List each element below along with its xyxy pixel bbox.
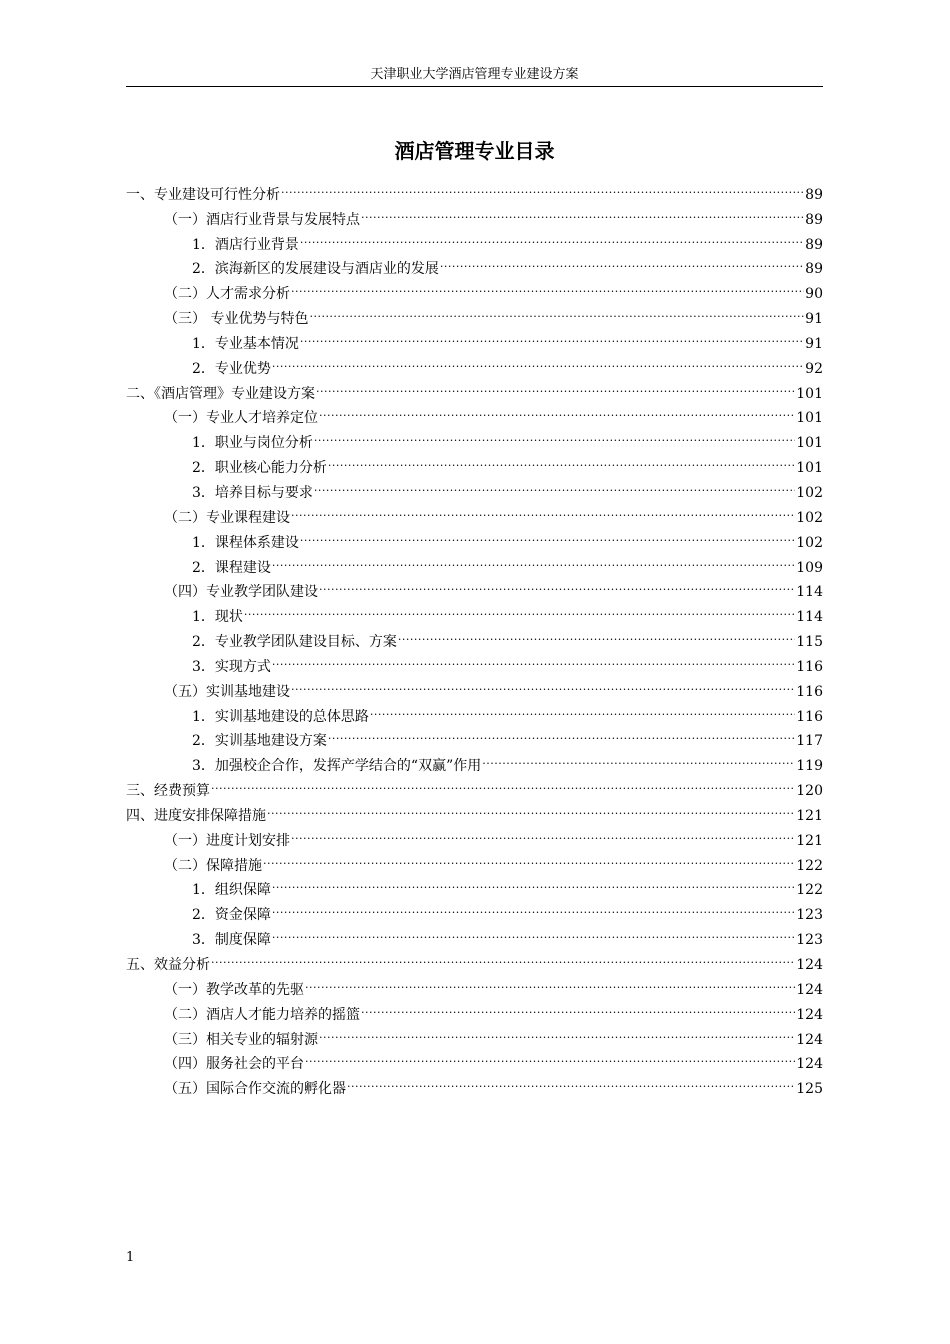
toc-entry-page: 124 xyxy=(796,1056,823,1073)
toc-entry-text: 三、经费预算 xyxy=(126,783,210,800)
toc-entry-page: 91 xyxy=(805,335,823,352)
toc-entry-page: 124 xyxy=(796,957,823,973)
toc-entry-text: （一）酒店行业背景与发展特点 xyxy=(164,211,360,228)
toc-entry-page: 124 xyxy=(796,1006,823,1023)
toc-entry-page: 114 xyxy=(796,609,823,626)
toc-entry-page: 89 xyxy=(805,186,823,203)
toc-dot-leader xyxy=(370,696,795,721)
toc-dot-leader xyxy=(281,174,804,199)
toc-entry[interactable] xyxy=(126,944,823,973)
toc-dot-leader xyxy=(211,944,795,969)
toc-entry-page: 91 xyxy=(805,311,823,328)
toc-entry-page: 124 xyxy=(796,981,823,998)
toc-entry[interactable] xyxy=(126,770,823,800)
toc-dot-leader xyxy=(272,646,795,671)
toc-entry-text: （五）国际合作交流的孵化器 xyxy=(164,1081,346,1098)
toc-entry-text: （一）教学改革的先驱 xyxy=(164,981,304,998)
toc-entry-page: 90 xyxy=(805,286,823,303)
toc-entry[interactable] xyxy=(126,969,823,998)
toc-entry-text: 2．职业核心能力分析 xyxy=(192,460,327,477)
toc-dot-leader xyxy=(291,671,795,696)
toc-dot-leader xyxy=(305,969,795,994)
toc-dot-leader xyxy=(300,224,804,249)
toc-entry-text: 2．专业教学团队建设目标、方案 xyxy=(192,634,397,651)
toc-entry-text: （二）酒店人才能力培养的摇篮 xyxy=(164,1006,360,1023)
toc-dot-leader xyxy=(272,894,795,919)
toc-dot-leader xyxy=(316,373,795,398)
toc-dot-leader xyxy=(291,273,804,298)
toc-entry-page: 101 xyxy=(796,410,823,427)
toc-entry-page: 122 xyxy=(796,882,823,899)
toc-entry-page: 114 xyxy=(796,584,823,601)
toc-dot-leader xyxy=(361,199,804,224)
toc-entry[interactable] xyxy=(126,795,823,824)
toc-dot-leader xyxy=(440,249,804,274)
toc-entry-text: （一）专业人才培养定位 xyxy=(164,410,318,427)
toc-entry-text: （一）进度计划安排 xyxy=(164,832,290,849)
toc-dot-leader xyxy=(309,298,804,323)
toc-dot-leader xyxy=(267,795,795,820)
toc-entry-page: 89 xyxy=(805,261,823,278)
toc-entry-text: （三） 专业优势与特色 xyxy=(164,311,309,328)
toc-entry-text: 2．实训基地建设方案 xyxy=(192,733,327,750)
toc-entry-page: 102 xyxy=(796,509,823,526)
toc-entry-text: （三）相关专业的辐射源 xyxy=(164,1031,318,1048)
toc-entry-text: 3．实现方式 xyxy=(192,658,271,675)
toc-entry-page: 122 xyxy=(796,857,823,874)
toc-dot-leader xyxy=(272,919,795,944)
toc-entry-page: 102 xyxy=(796,484,823,501)
toc-dot-leader xyxy=(291,497,795,522)
toc-entry-page: 123 xyxy=(796,932,823,949)
toc-entry-page: 116 xyxy=(796,658,823,675)
toc-dot-leader xyxy=(244,596,795,621)
page-header: 天津职业大学酒店管理专业建设方案 xyxy=(370,67,579,82)
toc-entry-text: 3．制度保障 xyxy=(192,932,271,949)
toc-dot-leader xyxy=(347,1068,795,1093)
toc-entry-text: 四、进度安排保障措施 xyxy=(126,807,266,824)
toc-entry-text: 1．现状 xyxy=(192,609,243,626)
toc-dot-leader xyxy=(482,745,795,770)
toc-title: 酒店管理专业目录 xyxy=(394,139,555,163)
toc-entry-page: 92 xyxy=(805,360,823,377)
toc-entry-text: （四）专业教学团队建设 xyxy=(164,584,318,601)
toc-entry-text: （五）实训基地建设 xyxy=(164,683,290,700)
toc-entry-text: 3．培养目标与要求 xyxy=(192,484,313,501)
toc-entry-page: 123 xyxy=(796,907,823,924)
table-of-contents xyxy=(126,174,823,1098)
toc-entry-text: 二、《酒店管理》专业建设方案 xyxy=(126,385,315,402)
toc-entry-page: 116 xyxy=(796,683,823,700)
toc-entry-text: （二）专业课程建设 xyxy=(164,509,290,526)
toc-entry-text: 3．加强校企合作，发挥产学结合的“双赢”作用 xyxy=(192,758,482,775)
toc-entry-page: 116 xyxy=(796,708,823,725)
toc-dot-leader xyxy=(263,845,795,870)
toc-entry-page: 89 xyxy=(805,211,823,228)
toc-entry[interactable] xyxy=(126,174,823,203)
toc-dot-leader xyxy=(398,621,795,646)
toc-entry-page: 121 xyxy=(796,832,823,849)
toc-entry-page: 89 xyxy=(805,236,823,253)
toc-entry-page: 117 xyxy=(796,733,823,750)
toc-entry-text: 1．组织保障 xyxy=(192,882,271,899)
toc-dot-leader xyxy=(319,1019,795,1044)
toc-dot-leader xyxy=(314,422,795,447)
toc-entry-text: 2．滨海新区的发展建设与酒店业的发展 xyxy=(192,261,439,278)
header-divider xyxy=(126,86,823,87)
toc-entry-text: 2．专业优势 xyxy=(192,360,271,377)
page-number: 1 xyxy=(126,1250,135,1265)
toc-entry-text: 1．课程体系建设 xyxy=(192,534,299,551)
toc-entry-page: 101 xyxy=(796,460,823,477)
toc-dot-leader xyxy=(300,522,795,547)
toc-entry-text: （二）保障措施 xyxy=(164,857,262,874)
toc-dot-leader xyxy=(272,348,804,373)
toc-entry-page: 119 xyxy=(796,758,823,775)
toc-entry-page: 125 xyxy=(796,1081,823,1098)
toc-entry-text: 2．课程建设 xyxy=(192,559,271,576)
toc-entry-text: 1．专业基本情况 xyxy=(192,335,299,352)
toc-dot-leader xyxy=(272,547,795,572)
toc-dot-leader xyxy=(319,572,795,597)
toc-entry-page: 101 xyxy=(796,385,823,402)
toc-entry-page: 109 xyxy=(796,559,823,576)
toc-dot-leader xyxy=(211,770,795,795)
toc-entry-page: 121 xyxy=(796,807,823,824)
toc-entry-text: 1．职业与岗位分析 xyxy=(192,435,313,452)
toc-entry-page: 124 xyxy=(796,1031,823,1048)
toc-dot-leader xyxy=(314,472,795,497)
toc-entry-text: 2．资金保障 xyxy=(192,907,271,924)
toc-dot-leader xyxy=(328,447,795,472)
toc-entry-page: 102 xyxy=(796,534,823,551)
toc-dot-leader xyxy=(291,820,795,845)
toc-entry-text: 五、效益分析 xyxy=(126,957,210,973)
toc-entry-text: （二）人才需求分析 xyxy=(164,286,290,303)
toc-dot-leader xyxy=(300,323,804,348)
toc-entry-text: 1．实训基地建设的总体思路 xyxy=(192,708,369,725)
toc-dot-leader xyxy=(272,870,795,895)
toc-dot-leader xyxy=(328,721,795,746)
toc-entry-text: （四）服务社会的平台 xyxy=(164,1056,304,1073)
toc-entry-page: 101 xyxy=(796,435,823,452)
toc-entry-page: 120 xyxy=(796,783,823,800)
toc-entry-text: 1．酒店行业背景 xyxy=(192,236,299,253)
toc-dot-leader xyxy=(361,994,795,1019)
toc-entry-page: 115 xyxy=(796,634,823,651)
toc-entry-text: 一、专业建设可行性分析 xyxy=(126,186,280,203)
toc-dot-leader xyxy=(305,1044,795,1069)
toc-dot-leader xyxy=(319,398,795,423)
